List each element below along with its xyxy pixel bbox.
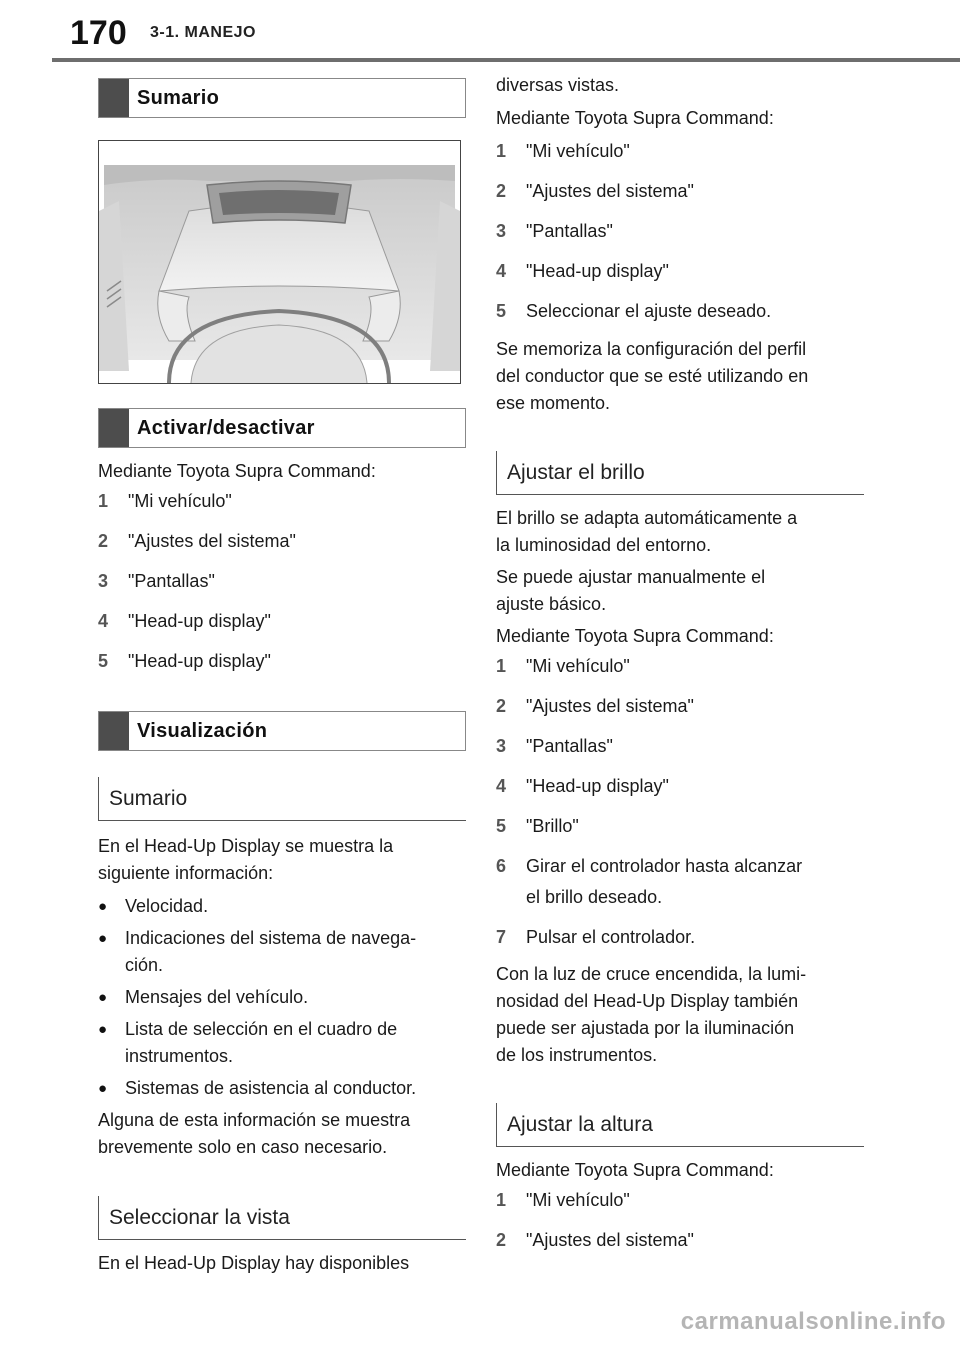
bullet-text: Velocidad. xyxy=(125,896,209,916)
paragraph-line: El brillo se adapta automáticamente a xyxy=(496,508,798,528)
bullet-item xyxy=(98,925,466,979)
bullet-line: Indicaciones del sistema de navega- xyxy=(125,928,417,948)
step-number: 2 xyxy=(496,1230,507,1250)
paragraph-line: ese momento. xyxy=(496,393,611,413)
subheading-text: Ajustar la altura xyxy=(507,1112,653,1136)
brillo-paragraph-2 xyxy=(496,564,864,618)
bullet-text: Mensajes del vehículo. xyxy=(125,987,309,1007)
memo-paragraph xyxy=(496,336,864,417)
step-item xyxy=(98,608,466,635)
bullet-line: instrumentos. xyxy=(125,1046,234,1066)
bullet-item xyxy=(98,1016,466,1070)
step-text: "Ajustes del sistema" xyxy=(526,1230,694,1250)
step-item xyxy=(496,298,864,325)
paragraph-line: Se memoriza la configuración del perfil xyxy=(496,339,807,359)
step-number: 7 xyxy=(496,927,507,947)
step-text xyxy=(526,853,864,911)
step-line: el brillo deseado. xyxy=(526,887,663,907)
info-intro xyxy=(98,833,466,887)
step-number: 1 xyxy=(496,656,507,676)
step-item xyxy=(496,1187,864,1214)
step-number: 3 xyxy=(98,571,109,591)
paragraph-line: puede ser ajustada por la iluminación xyxy=(496,1018,795,1038)
step-number: 5 xyxy=(496,816,507,836)
step-item xyxy=(496,924,864,951)
bullet-dot: ● xyxy=(98,989,108,1006)
watermark: carmanualsonline.info xyxy=(680,1308,946,1335)
step-number: 6 xyxy=(496,856,507,876)
bullet-item xyxy=(98,984,466,1011)
step-item xyxy=(496,693,864,720)
paragraph-line: Se puede ajustar manualmente el xyxy=(496,567,766,587)
step-text: "Head-up display" xyxy=(128,611,271,631)
step-item xyxy=(496,653,864,680)
left-column xyxy=(98,70,466,1277)
step-item xyxy=(496,138,864,165)
right-column xyxy=(496,70,864,1254)
paragraph: Mediante Toyota Supra Command: xyxy=(496,626,774,646)
subheading-sumario xyxy=(98,777,466,821)
heading-text: Sumario xyxy=(137,86,220,109)
hud-illustration-svg xyxy=(99,141,460,383)
steps-vista xyxy=(496,138,864,325)
paragraph-line: del conductor que se esté utilizando en xyxy=(496,366,809,386)
step-item xyxy=(98,648,466,675)
paragraph-line: En el Head-Up Display se muestra la xyxy=(98,836,394,856)
step-item xyxy=(496,178,864,205)
step-number: 2 xyxy=(496,181,507,201)
step-text: "Pantallas" xyxy=(128,571,215,591)
step-item xyxy=(496,773,864,800)
heading-bar xyxy=(99,409,129,447)
step-line: Girar el controlador hasta alcanzar xyxy=(526,856,803,876)
step-number: 1 xyxy=(496,1190,507,1210)
bullet-text xyxy=(125,1016,466,1070)
subheading-text: Ajustar el brillo xyxy=(507,460,645,484)
paragraph-line: siguiente información: xyxy=(98,863,274,883)
heading-bar xyxy=(99,712,129,750)
step-item xyxy=(496,1227,864,1254)
step-text: "Ajustes del sistema" xyxy=(526,696,694,716)
hud-illustration xyxy=(98,140,461,384)
step-item xyxy=(496,218,864,245)
step-text: Seleccionar el ajuste deseado. xyxy=(526,301,772,321)
bullet-line: Lista de selección en el cuadro de xyxy=(125,1019,398,1039)
section-heading-activar xyxy=(98,408,466,448)
step-number: 2 xyxy=(496,696,507,716)
step-item xyxy=(98,568,466,595)
section-heading-sumario xyxy=(98,78,466,118)
step-item xyxy=(98,528,466,555)
bullet-dot: ● xyxy=(98,930,108,947)
step-text: "Head-up display" xyxy=(128,651,271,671)
step-number: 5 xyxy=(98,651,109,671)
paragraph: Mediante Toyota Supra Command: xyxy=(496,1160,774,1180)
bullet-item xyxy=(98,1075,466,1102)
steps-activar xyxy=(98,488,466,675)
steps-brillo xyxy=(496,653,864,951)
step-number: 3 xyxy=(496,736,507,756)
step-number: 2 xyxy=(98,531,109,551)
paragraph-line: la luminosidad del entorno. xyxy=(496,535,712,555)
step-text: "Head-up display" xyxy=(526,261,669,281)
heading-bar xyxy=(99,79,129,117)
paragraph-line: ajuste básico. xyxy=(496,594,607,614)
subheading-brillo xyxy=(496,451,864,495)
paragraph: Mediante Toyota Supra Command: xyxy=(496,108,774,128)
step-number: 5 xyxy=(496,301,507,321)
paragraph-line: de los instrumentos. xyxy=(496,1045,658,1065)
cruce-paragraph xyxy=(496,961,864,1069)
steps-altura xyxy=(496,1187,864,1254)
bullet-text xyxy=(125,925,466,979)
step-number: 4 xyxy=(98,611,109,631)
page-number: 170 xyxy=(70,14,127,52)
bullet-line: ción. xyxy=(125,955,164,975)
paragraph: diversas vistas. xyxy=(496,75,620,95)
paragraph-line: Alguna de esta información se muestra xyxy=(98,1110,411,1130)
bullet-text: Sistemas de asistencia al conductor. xyxy=(125,1078,417,1098)
step-item xyxy=(496,853,864,911)
brillo-paragraph-1 xyxy=(496,505,864,559)
paragraph-line: Con la luz de cruce encendida, la lumi- xyxy=(496,964,807,984)
subheading-altura xyxy=(496,1103,864,1147)
bullet-list xyxy=(98,893,466,1102)
bullet-dot: ● xyxy=(98,1021,108,1038)
step-text: "Mi vehículo" xyxy=(128,491,232,511)
heading-text: Activar/desactivar xyxy=(137,416,315,439)
step-number: 4 xyxy=(496,776,507,796)
paragraph: Mediante Toyota Supra Command: xyxy=(98,461,376,481)
step-number: 1 xyxy=(98,491,109,511)
step-text: "Brillo" xyxy=(526,816,579,836)
bullet-dot: ● xyxy=(98,1080,108,1097)
subheading-text: Sumario xyxy=(109,786,188,810)
bullet-item xyxy=(98,893,466,920)
section-heading-visualizacion xyxy=(98,711,466,751)
heading-text: Visualización xyxy=(137,719,268,742)
paragraph: En el Head-Up Display hay disponibles xyxy=(98,1253,410,1273)
paragraph-line: nosidad del Head-Up Display también xyxy=(496,991,799,1011)
step-number: 4 xyxy=(496,261,507,281)
step-text: "Pantallas" xyxy=(526,736,613,756)
header-rule xyxy=(52,58,960,62)
note-paragraph xyxy=(98,1107,466,1161)
step-text: "Ajustes del sistema" xyxy=(128,531,296,551)
step-item xyxy=(98,488,466,515)
step-number: 3 xyxy=(496,221,507,241)
step-number: 1 xyxy=(496,141,507,161)
step-text: "Pantallas" xyxy=(526,221,613,241)
step-text: "Mi vehículo" xyxy=(526,141,630,161)
subheading-seleccionar xyxy=(98,1196,466,1240)
step-item xyxy=(496,813,864,840)
step-text: "Mi vehículo" xyxy=(526,1190,630,1210)
chapter-title: 3-1. MANEJO xyxy=(150,24,256,41)
step-item xyxy=(496,258,864,285)
step-text: "Mi vehículo" xyxy=(526,656,630,676)
step-text: "Head-up display" xyxy=(526,776,669,796)
paragraph-line: brevemente solo en caso necesario. xyxy=(98,1137,388,1157)
subheading-text: Seleccionar la vista xyxy=(109,1205,290,1229)
bullet-dot: ● xyxy=(98,898,108,915)
step-text: "Ajustes del sistema" xyxy=(526,181,694,201)
step-item xyxy=(496,733,864,760)
step-text: Pulsar el controlador. xyxy=(526,927,696,947)
